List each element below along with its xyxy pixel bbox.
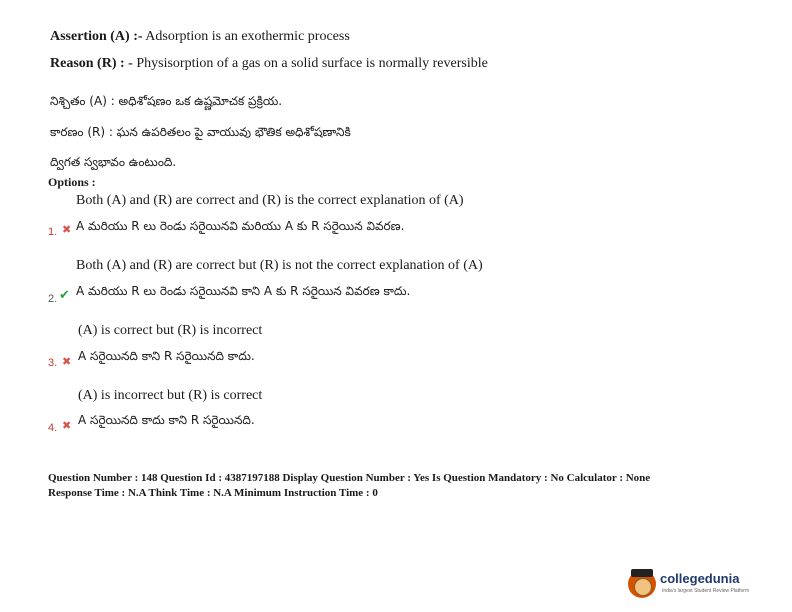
option-4-wrong-icon: ✖ [62, 419, 72, 432]
option-4-telugu: A సరైయినది కాదు కాని R సరైయినది. [78, 413, 255, 427]
options-label: Options : [48, 175, 96, 189]
reason-line [50, 56, 488, 72]
option-3-telugu: A సరైయినది కాని R సరైయినది కాదు. [78, 349, 255, 363]
question-meta-line1: Question Number : 148 Question Id : 4387197188 Display Question Number : Yes Is Question Mandatory : No Calculator : None [48, 472, 651, 484]
option-2-telugu: A మరియు R లు రెండు సరైయినవి కాని A కు R సరైయిన వివరణ కాదు. [76, 284, 411, 298]
option-4-number: 4. [48, 422, 58, 434]
option-2-number: 2. [48, 293, 58, 305]
assertion-line [50, 29, 350, 45]
telugu-reason-line1: కారణం (R) : ఘన ఉపరితలం పై వాయువు భౌతిక అధిశోషణానికి [50, 125, 351, 139]
option-2-correct-icon: ✔ [59, 288, 70, 303]
option-1-telugu: A మరియు R లు రెండు సరైయినవి మరియు A కు R సరైయిన వివరణ. [76, 219, 405, 233]
option-1-wrong-icon: ✖ [62, 223, 72, 236]
option-2-english: Both (A) and (R) are correct but (R) is not the correct explanation of (A) [76, 258, 483, 273]
option-3-number: 3. [48, 357, 58, 369]
option-3-english: (A) is correct but (R) is incorrect [78, 323, 263, 338]
option-1-english: Both (A) and (R) are correct and (R) is the correct explanation of (A) [76, 193, 464, 208]
reason-text: Physisorption of a gas on a solid surface is normally reversible [136, 56, 488, 71]
telugu-assertion: నిశ్చితం (A) : అధిశోషణం ఒక ఉష్ణమోచక ప్రక్రియ. [50, 94, 283, 108]
option-1-number: 1. [48, 226, 58, 238]
assertion-text: Adsorption is an exothermic process [145, 29, 350, 44]
assertion-label: Assertion (A) :- [50, 29, 143, 44]
question-meta-line2: Response Time : N.A Think Time : N.A Minimum Instruction Time : 0 [48, 487, 378, 499]
mascot-icon [628, 570, 656, 598]
logo-name: collegedunia [660, 571, 740, 586]
option-4-english: (A) is incorrect but (R) is correct [78, 388, 263, 403]
option-3-wrong-icon: ✖ [62, 355, 72, 368]
reason-label: Reason (R) : - [50, 56, 133, 71]
logo-tagline: India's largest Student Review Platform [662, 588, 750, 594]
telugu-reason-line2: ద్విగత స్వభావం ఉంటుంది. [50, 155, 177, 169]
collegedunia-logo [628, 570, 778, 600]
